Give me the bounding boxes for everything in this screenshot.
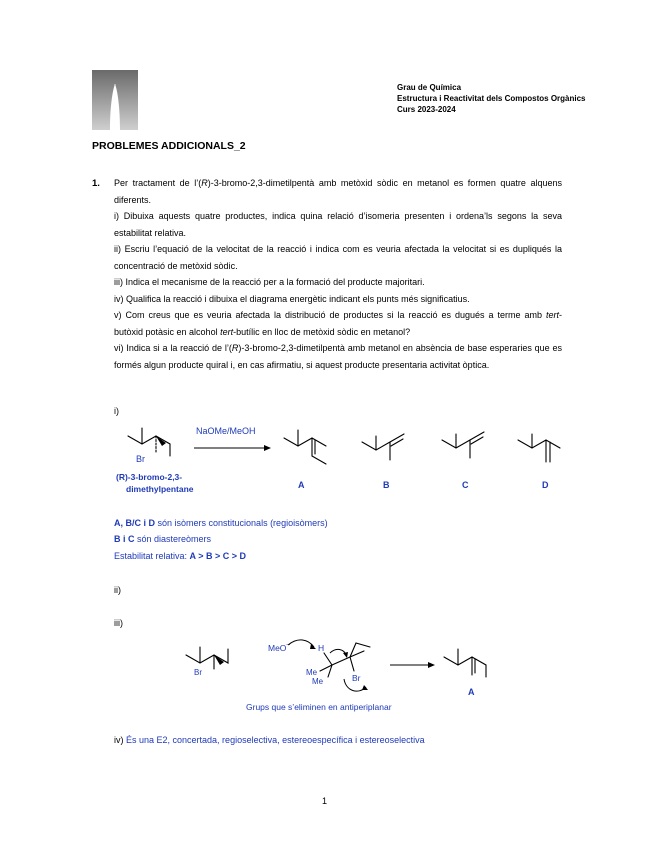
- product-c-label: C: [462, 480, 469, 490]
- question-intro: Per tractament de l’(R)-3-bromo-2,3-dimetilpentà amb metòxid sòdic en metanol es formen quatre alquens diferents.: [114, 178, 562, 205]
- question-body: [114, 175, 562, 373]
- bromo-label: Br: [136, 454, 145, 464]
- mechanism-scheme: [180, 635, 500, 705]
- leaving-bromo-label: Br: [352, 673, 361, 683]
- course-header: [397, 82, 586, 115]
- question-part-v: v) Com creus que es veuria afectada la distribució de productes si la reacció es dugués a terme amb tert-butòxid potàsic en alcohol tert-butílic en lloc de metòxid sòdic en metanol?: [114, 310, 562, 337]
- course-name: Estructura i Reactivitat dels Compostos Orgànics: [397, 94, 586, 103]
- elimination-scheme: [114, 416, 574, 498]
- answer-iii-label: iii): [114, 618, 123, 628]
- product-d-label: D: [542, 480, 549, 490]
- methoxide-label: MeO: [268, 643, 287, 653]
- reagent-label: NaOMe/MeOH: [196, 426, 256, 436]
- antiperiplanar-caption: Grups que s’eliminen en antiperiplanar: [246, 702, 392, 712]
- bromo-label-2: Br: [194, 668, 202, 677]
- mechanism-product-label: A: [468, 687, 475, 697]
- answer-ii-label: ii): [114, 585, 121, 595]
- degree-label: Grau de Química: [397, 83, 462, 92]
- reactant-name-2: dimethylpentane: [126, 484, 194, 494]
- product-a-label: A: [298, 480, 305, 490]
- question-part-iv: iv) Qualifica la reacció i dibuixa el diagrama energètic indicant els punts més significatius.: [114, 293, 470, 304]
- page-number: 1: [322, 796, 328, 806]
- product-b-label: B: [383, 480, 390, 490]
- question-part-vi: vi) Indica si a la reacció de l’(R)-3-bromo-2,3-dimetilpentà amb metanol en absència de base esperaries que es formés algun producte quiral i, en cas afirmatiu, si aquest producte presentaria activitat òptica.: [114, 343, 562, 370]
- question-number: 1.: [92, 178, 100, 189]
- hydrogen-label: H: [318, 643, 325, 653]
- answer-isomer-relation-2: B i C són diastereòmers: [114, 534, 212, 544]
- answer-stability: Estabilitat relativa: A > B > C > D: [114, 551, 246, 561]
- university-logo: [92, 70, 138, 130]
- answer-i-label: i): [114, 406, 119, 416]
- methyl-label-1: Me: [306, 668, 318, 677]
- page-title: PROBLEMES ADDICIONALS_2: [92, 140, 246, 152]
- question-part-iii: iii) Indica el mecanisme de la reacció per a la formació del producte majoritari.: [114, 277, 425, 287]
- answer-iv: iv) És una E2, concertada, regioselectiva, estereoespecífica i estereoselectiva: [114, 735, 425, 745]
- reactant-name-1: (R)-3-bromo-2,3-: [116, 472, 183, 482]
- answer-isomer-relation-1: A, B/C i D són isòmers constitucionals (regioisòmers): [114, 518, 328, 528]
- methyl-label-2: Me: [312, 677, 324, 686]
- question-part-ii: ii) Escriu l’equació de la velocitat de la reacció i indica com es veuria afectada la velocitat si es dupliqués la concentració de metòxid sòdic.: [114, 244, 562, 271]
- academic-year: Curs 2023-2024: [397, 105, 456, 114]
- question-part-i: i) Dibuixa aquests quatre productes, indica quina relació d’isomeria presenten i ordena’ls segons la seva estabilitat relativa.: [114, 211, 562, 238]
- minus-sign: −: [286, 642, 291, 649]
